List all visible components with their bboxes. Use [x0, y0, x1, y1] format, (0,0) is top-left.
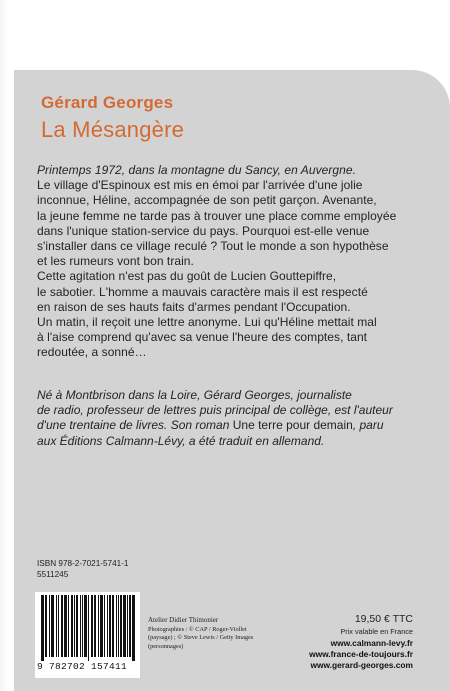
barcode-bar	[51, 595, 52, 657]
credit-line: Photographies : © CAP / Roger-Viollet	[148, 626, 247, 634]
synopsis-line: et les rumeurs vont bon train.	[37, 254, 194, 269]
synopsis-line: Printemps 1972, dans la montagne du Sancy, en Auvergne.	[37, 163, 356, 177]
barcode-bar	[49, 595, 50, 657]
barcode-bar	[82, 595, 83, 657]
barcode-bar	[88, 595, 89, 661]
synopsis-line: la jeune femme ne tarde pas à trouver une place comme employée	[37, 208, 397, 223]
barcode-bars	[41, 595, 135, 661]
synopsis-line: en raison de ses hauts faits d'armes pendant l'Occupation.	[37, 299, 351, 314]
website-list	[309, 638, 413, 671]
barcode-bar	[66, 595, 67, 657]
barcode-digits: 9 782702 157411	[37, 661, 128, 672]
barcode-bar	[109, 595, 110, 657]
price-note: Prix valable en France	[340, 627, 413, 636]
design-studio: Atelier Didier Thimonier	[148, 616, 219, 624]
catalog-number: 5511245	[37, 570, 69, 579]
barcode-bar	[113, 595, 114, 657]
barcode-bar	[71, 595, 72, 657]
synopsis-line: dans l'unique station-service du pays. Pourquoi est-elle venue	[37, 223, 370, 238]
barcode-bar	[76, 595, 77, 657]
barcode-bar	[84, 595, 85, 657]
isbn-number: ISBN 978-2-7021-5741-1	[37, 559, 129, 568]
barcode-bar	[124, 595, 125, 657]
barcode-bar	[62, 595, 63, 657]
credit-line: (personnages)	[148, 642, 184, 650]
barcode-bar	[85, 595, 86, 657]
website-link[interactable]: www.france-de-toujours.fr	[309, 649, 413, 659]
barcode-bar	[107, 595, 108, 657]
barcode-bar	[64, 595, 65, 657]
author-name: Gérard Georges	[41, 93, 174, 112]
bio-text: , paru	[352, 418, 384, 433]
barcode-bar	[134, 595, 135, 661]
bio-line	[37, 418, 422, 433]
book-title: La Mésangère	[41, 117, 185, 142]
bio-novel-title: Une terre pour demain	[232, 418, 353, 433]
synopsis-text	[37, 163, 412, 361]
bio-line: de radio, professeur de lettres puis principal de collège, est l'auteur	[37, 403, 393, 418]
barcode	[35, 592, 140, 678]
credit-line: (paysage) ; © Steve Lewis / Getty Images	[148, 634, 254, 642]
barcode-bar	[120, 595, 121, 657]
barcode-bar	[56, 595, 57, 657]
barcode-bar	[123, 595, 124, 657]
barcode-bar	[100, 595, 101, 657]
barcode-bar	[52, 595, 53, 657]
barcode-bar	[72, 595, 73, 657]
barcode-bar	[116, 595, 117, 657]
barcode-bar	[91, 595, 92, 657]
isbn-block	[37, 558, 129, 580]
synopsis-line: redoutée, a sonné…	[37, 345, 147, 360]
barcode-bar	[86, 595, 87, 657]
synopsis-line: s'installer dans ce village reculé ? Tout le monde a son hypothèse	[37, 239, 389, 254]
barcode-bar	[125, 595, 126, 657]
barcode-bar	[80, 595, 81, 657]
barcode-bar	[41, 595, 42, 661]
barcode-bar	[46, 595, 47, 657]
barcode-bar	[133, 595, 134, 661]
barcode-bar	[92, 595, 93, 657]
barcode-bar	[118, 595, 119, 657]
synopsis-line: Un matin, il reçoit une lettre anonyme. Lui qu'Héline mettait mal	[37, 315, 377, 330]
barcode-bar	[127, 595, 128, 657]
barcode-bar	[77, 595, 78, 657]
barcode-bar	[110, 595, 111, 657]
synopsis-line: à l'aise comprend qu'avec sa venue l'heure des comptes, tant	[37, 330, 368, 345]
barcode-bar	[102, 595, 103, 657]
synopsis-line: le sabotier. L'homme a mauvais caractère mais il est respecté	[37, 284, 368, 299]
barcode-bar	[42, 595, 43, 661]
barcode-bar	[95, 595, 96, 657]
bio-line: Né à Montbrison dans la Loire, Gérard Georges, journaliste	[37, 388, 352, 402]
barcode-bar	[121, 595, 122, 657]
barcode-bar	[74, 595, 75, 657]
author-bio	[37, 388, 422, 449]
bio-text: d'une trentaine de livres. Son roman	[37, 418, 233, 433]
barcode-bar	[94, 595, 95, 657]
price: 19,50 € TTC	[354, 613, 413, 625]
barcode-bar	[101, 595, 102, 657]
website-link[interactable]: www.gerard-georges.com	[310, 660, 413, 670]
barcode-bar	[58, 595, 59, 657]
barcode-bar	[129, 595, 130, 657]
barcode-bar	[53, 595, 54, 657]
synopsis-line: inconnue, Héline, accompagnée de son petit garçon. Avenante,	[37, 193, 377, 208]
barcode-bar	[104, 595, 105, 657]
synopsis-line: Cette agitation n'est pas du goût de Lucien Gouttepiffre,	[37, 269, 337, 284]
website-link[interactable]: www.calmann-levy.fr	[330, 638, 413, 648]
barcode-bar	[45, 595, 46, 657]
barcode-bar	[130, 595, 131, 657]
synopsis-line: Le village d'Espinoux est mis en émoi par l'arrivée d'une jolie	[37, 178, 363, 193]
barcode-bar	[98, 595, 99, 657]
barcode-bar	[132, 595, 133, 661]
barcode-bar	[68, 595, 69, 657]
barcode-bar	[65, 595, 66, 657]
barcode-bar	[112, 595, 113, 657]
bio-line: aux Éditions Calmann-Lévy, a été traduit en allemand.	[37, 433, 325, 448]
barcode-bar	[43, 595, 44, 661]
barcode-bar	[61, 595, 62, 657]
